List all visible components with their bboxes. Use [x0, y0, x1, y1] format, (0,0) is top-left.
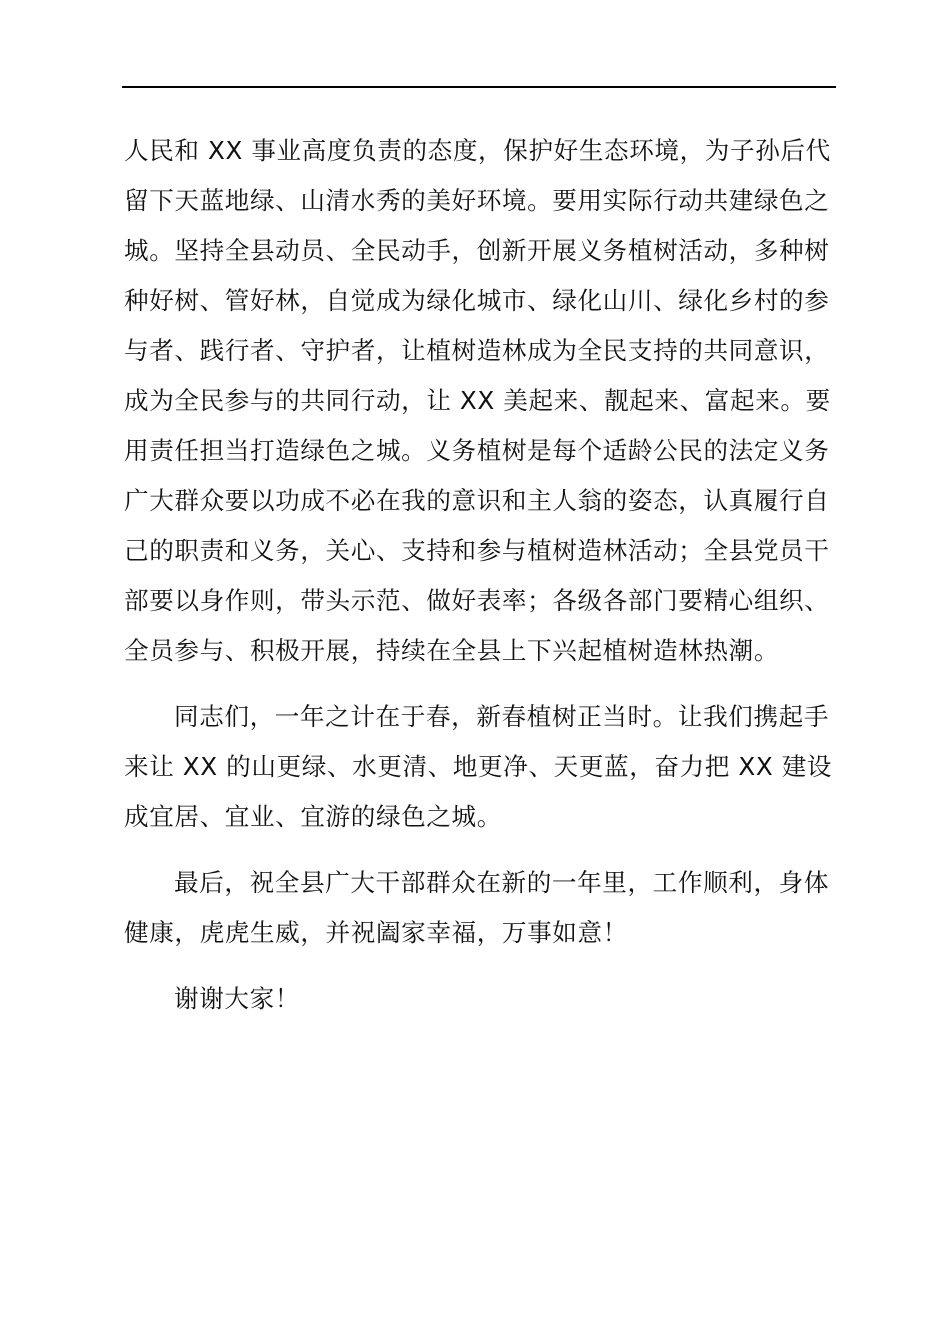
text-line: 种好树、管好林，自觉成为绿化城市、绿化山川、绿化乡村的参	[124, 286, 830, 315]
text-line: 成为全民参与的共同行动，让 XX 美起来、靓起来、富起来。要	[124, 386, 831, 415]
text-line: 广大群众要以功成不必在我的意识和主人翁的姿态，认真履行自	[124, 486, 830, 515]
text-line: 部要以身作则，带头示范、做好表率；各级各部门要精心组织、	[124, 586, 830, 615]
text-line: 最后，祝全县广大干部群众在新的一年里，工作顺利，身体	[174, 868, 830, 897]
text-line: 己的职责和义务，关心、支持和参与植树造林活动；全县党员干	[124, 536, 830, 565]
paragraph-closing-wishes	[124, 858, 840, 958]
paragraph-gap	[124, 842, 840, 858]
document-body	[124, 126, 840, 1024]
paragraph-gap	[124, 958, 840, 974]
text-line: 成宜居、宜业、宜游的绿色之城。	[124, 802, 502, 831]
paragraph-continuation	[124, 126, 840, 676]
header-rule	[122, 86, 836, 88]
text-line: 来让 XX 的山更绿、水更清、地更净、天更蓝，奋力把 XX 建设	[124, 752, 833, 781]
text-line: 城。坚持全县动员、全民动手，创新开展义务植树活动，多种树	[124, 236, 830, 265]
text-line: 全员参与、积极开展，持续在全县上下兴起植树造林热潮。	[124, 636, 780, 665]
text-line: 用责任担当打造绿色之城。义务植树是每个适龄公民的法定义务	[124, 436, 830, 465]
text-line: 人民和 XX 事业高度负责的态度，保护好生态环境，为子孙后代	[124, 136, 831, 165]
paragraph-call-to-action	[124, 692, 840, 842]
text-line: 留下天蓝地绿、山清水秀的美好环境。要用实际行动共建绿色之	[124, 186, 830, 215]
text-line: 与者、践行者、守护者，让植树造林成为全民支持的共同意识，	[124, 336, 830, 365]
paragraph-thanks	[124, 974, 840, 1024]
text-line: 同志们，一年之计在于春，新春植树正当时。让我们携起手	[174, 702, 830, 731]
paragraph-gap	[124, 676, 840, 692]
text-line: 健康，虎虎生威，并祝阖家幸福，万事如意！	[124, 918, 628, 947]
text-line: 谢谢大家！	[174, 984, 300, 1013]
